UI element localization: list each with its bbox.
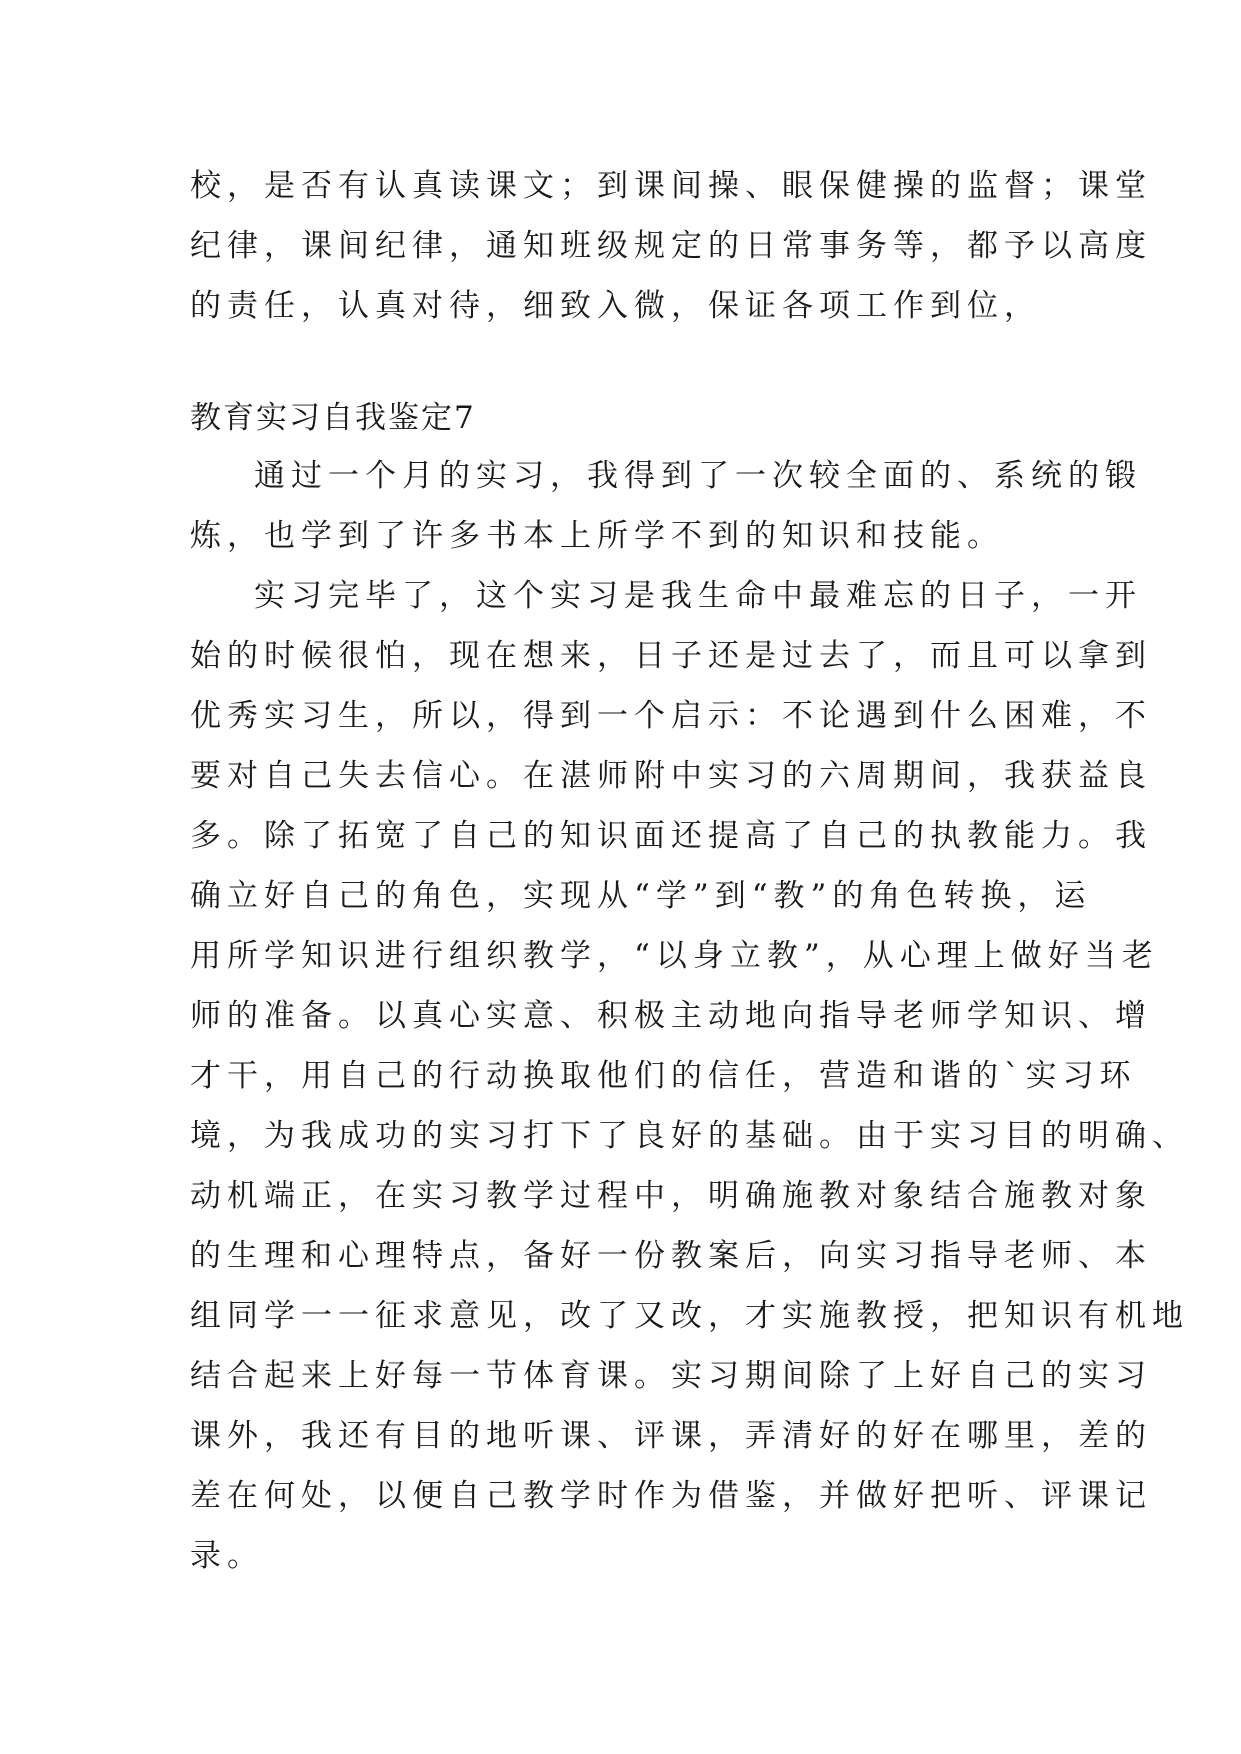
text-line: 校，是否有认真读课文；到课间操、眼保健操的监督；课堂 [190, 168, 1152, 204]
paragraph-2-line: 师的准备。以真心实意、积极主动地向指导老师学知识、增 [190, 998, 1152, 1034]
section-title-text: 教育实习自我鉴定7 [190, 400, 476, 436]
paragraph-2-line: 实习完毕了，这个实习是我生命中最难忘的日子，一开 [254, 578, 1142, 614]
paragraph-2-line: 课外，我还有目的地听课、评课，弄清好的好在哪里，差的 [190, 1418, 1152, 1454]
paragraph-2-line: 境，为我成功的实习打下了良好的基础。由于实习目的明确、 [190, 1118, 1189, 1154]
paragraph-2-line: 结合起来上好每一节体育课。实习期间除了上好自己的实习 [190, 1358, 1152, 1394]
paragraph-2-line: 才干，用自己的行动换取他们的信任，营造和谐的`实习环 [190, 1058, 1137, 1094]
paragraph-2-line: 组同学一一征求意见，改了又改，才实施教授，把知识有机地 [190, 1298, 1189, 1334]
paragraph-2-line: 录。 [190, 1538, 264, 1574]
paragraph-2-line: 的生理和心理特点，备好一份教案后，向实习指导老师、本 [190, 1238, 1152, 1274]
paragraph-2-line: 多。除了拓宽了自己的知识面还提高了自己的执教能力。我 [190, 818, 1152, 854]
body-text [190, 446, 1189, 1586]
paragraph-2-line: 优秀实习生，所以，得到一个启示：不论遇到什么困难，不 [190, 698, 1152, 734]
paragraph-2-line: 动机端正，在实习教学过程中，明确施教对象结合施教对象 [190, 1178, 1152, 1214]
paragraph-2-line: 要对自己失去信心。在湛师附中实习的六周期间，我获益良 [190, 758, 1152, 794]
paragraph-1-line: 炼，也学到了许多书本上所学不到的知识和技能。 [190, 518, 1004, 554]
paragraph-2-line: 差在何处，以便自己教学时作为借鉴，并做好把听、评课记 [190, 1478, 1152, 1514]
paragraph-2-line: 确立好自己的角色，实现从“学”到“教”的角色转换，运 [190, 878, 1092, 914]
paragraph-1-line: 通过一个月的实习，我得到了一次较全面的、系统的锻 [254, 458, 1142, 494]
paragraph-2-line: 用所学知识进行组织教学，“以身立教”，从心理上做好当老 [190, 938, 1159, 974]
section-title [190, 388, 1050, 448]
text-line: 的责任，认真对待，细致入微，保证各项工作到位， [190, 288, 1041, 324]
text-line: 纪律，课间纪律，通知班级规定的日常事务等，都予以高度 [190, 228, 1152, 264]
paragraph-continuation [190, 156, 1152, 336]
paragraph-2-line: 始的时候很怕，现在想来，日子还是过去了，而且可以拿到 [190, 638, 1152, 674]
